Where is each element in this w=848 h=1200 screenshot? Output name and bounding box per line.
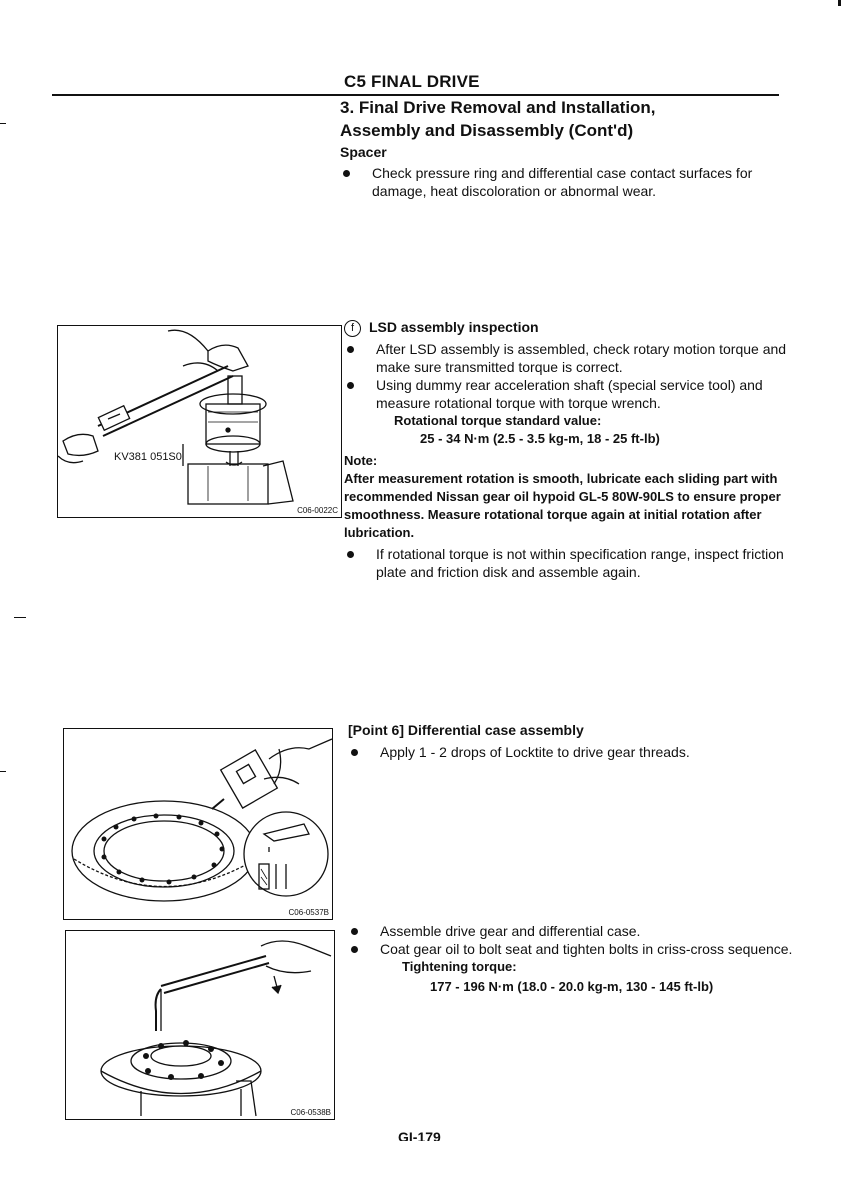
list-item: After LSD assembly is assembled, check rotary motion torque and make sure transmitted torque is correct. <box>344 340 789 376</box>
lsd-inspection-figure <box>57 325 342 518</box>
bolt-tightening-figure <box>65 930 335 1120</box>
title-line-2: Assembly and Disassembly (Cont'd) <box>340 121 634 140</box>
spacer-heading: Spacer <box>340 144 387 160</box>
point6-bullets-a <box>348 743 788 761</box>
title-line-1: 3. Final Drive Removal and Installation, <box>340 98 656 117</box>
tightening-torque-value: 177 - 196 N·m (18.0 - 20.0 kg-m, 130 - 145 ft-lb) <box>430 979 714 994</box>
page-number: GI-179 <box>398 1129 441 1141</box>
margin-mark <box>0 123 6 124</box>
list-item: Using dummy rear acceleration shaft (special service tool) and measure rotational torque with torque wrench. <box>344 376 789 412</box>
section-title <box>340 96 780 142</box>
note-text: After measurement rotation is smooth, lubricate each sliding part with recommended Nissan gear oil hypoid GL-5 80W-90LS to ensure proper smoothness. Measure rotational torque again at initial rotation after lubrication. <box>344 471 781 540</box>
lsd-heading <box>344 319 789 337</box>
list-item: Coat gear oil to bolt seat and tighten bolts in criss-cross sequence. <box>348 940 798 958</box>
note-label: Note: <box>344 453 378 468</box>
tool-label: KV381 051S0 <box>114 451 182 463</box>
lsd-illustration <box>58 326 341 517</box>
corner-mark <box>838 0 841 6</box>
list-item: Apply 1 - 2 drops of Locktite to drive gear threads. <box>348 743 788 761</box>
spacer-section <box>340 144 785 200</box>
point6-heading: [Point 6] Differential case assembly <box>348 722 584 738</box>
section-header: C5 FINAL DRIVE <box>344 72 480 91</box>
point6-assembly-section <box>348 922 798 996</box>
margin-mark <box>0 771 6 772</box>
list-item: If rotational torque is not within specification range, inspect friction plate and friction disk and assemble again. <box>344 545 789 581</box>
figure-code: C06-0022C <box>297 506 338 515</box>
rotational-torque-value: 25 - 34 N·m (2.5 - 3.5 kg-m, 18 - 25 ft-lb) <box>420 431 660 446</box>
list-item: Check pressure ring and differential case contact surfaces for damage, heat discoloration or abnormal wear. <box>340 164 785 200</box>
step-marker-icon: f <box>344 320 361 337</box>
point6-bullets-b <box>348 922 798 958</box>
point6-section <box>348 722 788 761</box>
spacer-bullets <box>340 164 785 200</box>
lsd-section <box>344 319 789 581</box>
figure-code: C06-0537B <box>288 908 329 917</box>
tightening-torque-label: Tightening torque: <box>402 959 517 974</box>
locktite-figure <box>63 728 333 920</box>
lsd-final-bullets <box>344 545 789 581</box>
torque-wrench-illustration <box>66 931 334 1119</box>
margin-mark <box>14 617 26 618</box>
lsd-heading-text: LSD assembly inspection <box>369 319 539 335</box>
figure-code: C06-0538B <box>290 1108 331 1117</box>
drive-gear-locktite-illustration <box>64 729 332 919</box>
rotational-torque-label: Rotational torque standard value: <box>394 413 602 428</box>
lsd-bullets <box>344 340 789 412</box>
list-item: Assemble drive gear and differential case. <box>348 922 798 940</box>
